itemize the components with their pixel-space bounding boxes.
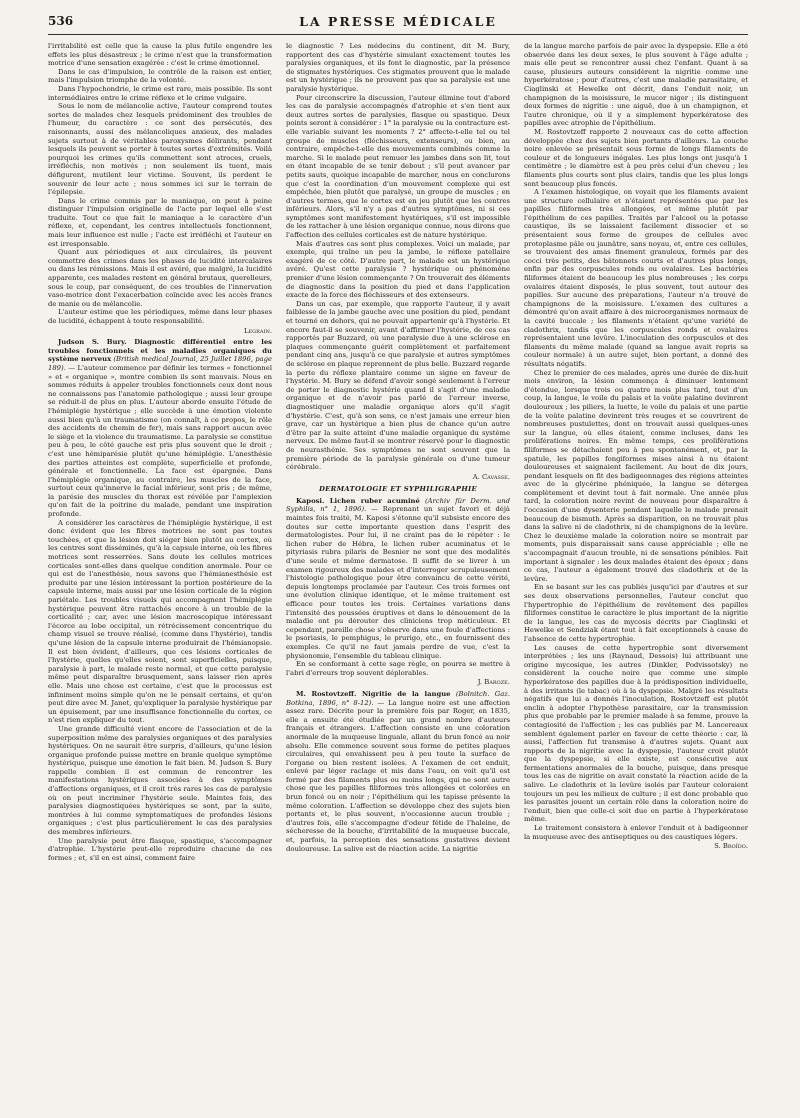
- author-signature: Legrain.: [243, 326, 272, 335]
- author-signature: J. Baroze.: [477, 678, 510, 687]
- article-source: (Archiv für Derm. und Syphilis, n° 1, 1896).: [286, 496, 510, 514]
- section-heading: DERMATOLOGIE ET SYPHILIGRAPHIE: [318, 485, 477, 494]
- paragraph: Sous le nom de mélancolie active, l'auteur comprend toutes sortes de malades chez lesquels prédominent des troubles de l'humeur, du caractère : ce sont des persécutés, des raisonnants, aussi des mélancoliques anxieux, des malades sujets surtout à de véritables paroxysmes délirants, pendant lesquels ils peuvent se porter à toutes sortes d'extrémités. Voilà pourquoi les crimes qu'ils commettent sont atroces, cruels, irréfléchis, non motivés ; non seulement ils tuent, mais défigurent, mutilent leur victime. Souvent, ils perdent le souvenir de leur acte ; nous sommes ici sur le terrain de l'épilepsie.: [48, 102, 272, 197]
- article-heading: Judson S. Bury. Diagnostic différentiel entre les troubles fonctionnels et les maladies organiques du système nerveux: [48, 338, 272, 364]
- author-signature: S. Broïdo.: [714, 842, 748, 851]
- author-signature: A. Cavasse.: [472, 472, 510, 481]
- paragraph: L'auteur estime que les périodiques, même dans leur phases de lucidité, échappent à toute responsabilité.: [48, 308, 272, 325]
- paragraph: Dans l'hypochondrie, le crime est rare, mais possible. Ils sont intermédiaires entre le crime réflexe et le crime vulgaire.: [48, 84, 272, 102]
- article-text: — La langue noire est une affection assez rare. Décrite pour la première fois par Roger, en 1835, elle a ensuite été étudiée par un grand nombre d'auteurs français et étrangers. L'affection consiste en une coloration anormale de la muqueuse linguale, allant du brun foncé au noir absolu. Elle commence souvent sous forme de petites plaques circulaires, qui envahissent peu à peu toute la surface de l'organe ou bien restent isolées. A l'examen de cet enduit, enlevé par léger raclage et mis dans l'eau, on voit qu'il est formé par des filaments plus ou moins longs, qui ne sont autre chose que les papilles filiformes très allongées et colorées en brun foncé ou en noir ; l'épithélium qui les tapisse présente la même coloration. L'affection se développe chez des sujets bien portants et, le plus souvent, n'occasionne aucun trouble ; d'autres fois, elle s'accompagne d'odeur fétide de l'haleine, de sécheresse de la bouche, d'irritabilité de la muqueuse buccale, et, parfois, la perception des sensations gustatives devient douloureuse. La salive est de réaction acide. La nigritie: [286, 698, 510, 853]
- paragraph: Le traitement consistera à enlever l'enduit et à badigeonner la muqueuse avec des antiseptiques ou des caustiques légers.: [524, 824, 748, 841]
- page-number: 536: [48, 14, 74, 28]
- article-paragraph: [286, 497, 510, 660]
- article-paragraph: [286, 690, 510, 853]
- header-rule: [48, 34, 748, 35]
- paragraph: En se conformant à cette sage règle, on pourra se mettre à l'abri d'erreurs trop souvent déplorables.: [286, 660, 510, 677]
- paragraph: Dans le cas d'impulsion, le contrôle de la raison est entier, mais l'impulsion triomphe de la volonté.: [48, 67, 272, 85]
- paragraph: Une paralysie peut être flasque, spastique, s'accompagner d'atrophie. L'hystérie peut-elle reproduire chacune de ces formes ; et, s'il en est ainsi, comment faire: [48, 836, 272, 862]
- journal-title: LA PRESSE MÉDICALE: [299, 14, 497, 29]
- page-header: [48, 14, 748, 36]
- paragraph: En se basant sur les cas publiés jusqu'ici par d'autres et sur ses deux observations personnelles, l'auteur conclut que l'hypertrophie de l'épithélium de revêtement des papilles filiformes constitue le caractère le plus important de la nigritie de la langue, les cas de mycosis décrits par Ciaglinski et Hewelke et Sendziak étant tout à fait exceptionnels à cause de l'absence de cette hypertrophie.: [524, 583, 748, 643]
- paragraph: le diagnostic ? Les médecins du continent, dit M. Bury, rapportent des cas d'hystérie simulant exactement toutes les paralysies organiques, et ils font le diagnostic, par la présence de stigmates hystériques. Ces stigmates prouvent que le malade est un hystérique ; ils ne prouvent pas que sa paralysie est une paralysie hystérique.: [286, 42, 510, 93]
- article-source: (Bolnitch. Gaz. Botkina, 1896, n° 8-12).: [286, 689, 510, 707]
- paragraph: de la langue marche parfois de pair avec la dyspepsie. Elle a été observée dans les deux sexes, le plus souvent à l'âge adulte ; mais elle peut se rencontrer aussi chez l'enfant. Quant à sa cause, plusieurs auteurs considèrent la nigritie comme une hyperkératose ; pour d'autres, c'est une maladie parasitaire, et Ciaglinski et Hewelke ont décrit, dans l'enduit noir, un champignon de la moisissure, le mucor niger ; ils distinguent deux formes de nigritie : une aiguë, due à un champignon, et l'autre chronique, où il y a simplement hyperkératose des papilles avec atrophie de l'épithélium.: [524, 42, 748, 128]
- paragraph: Les causes de cette hypertrophie sont diversement interprétées ; les uns (Raynaud, Dessois) lui attribuant une origine mycosique, les autres (Dinkler, Podvissotsky) ne considèrent la couche noire que comme une simple hyperkératose des papilles due à la prédisposition individuelle, à des irritants (le tabac) où à la dyspepsie. Malgré les résultats négatifs que lui a donnés l'inoculation, Rostovtzeff est plutôt enclin à adopter l'hypothèse parasitaire, car la transmission plus que probable par le premier malade à sa femme, prouve la contagiosité de l'affection ; les cas publiés par M. Lancereaux semblent également parler en faveur de cette théorie : car, là aussi, l'affection fut transmise à d'autres sujets. Quant aux rapports de la nigritie avec la dyspepsie, l'auteur croit plutôt que la dyspepsie, si elle existe, est consécutive aux fermentations anormales de la bouche, puisque, dans presque tous les cas de nigritie on avait constaté la réaction acide de la salive. Le cladothrix et la levûre isolés par l'auteur coloraient toujours un peu les milieux de culture ; il est donc probable que les parasites jouent un certain rôle dans la coloration noire de l'enduit, bien que celle-ci soit due en partie à l'hyperkératose même.: [524, 643, 748, 824]
- paragraph: Chez le premier de ces malades, après une durée de dix-huit mois environ, la lésion commença à diminuer lentement d'étendue, lorsque trois ou quatre mois plus tard, tout d'un coup, la langue, le voile du palais et la voûte palatine devinrent douloureux ; les piliers, la luette, le voile du palais et une partie de la voûte palatine devinrent très rouges et se couvrirent de nombreuses pustulettes, dont on trouvait aussi quelques-unes sur la langue, où elles étaient, comme incluses, dans les proliférations noires. En même temps, ces proliférations filiformes se détachaient peu à peu spontanément, et, par la spatule, les papilles fongiformes mises ainsi à nu étaient douloureuses et saignaient facilement. Au bout de dix jours, pendant lesquels on fit des badigeonnages des régions atteintes avec de la glycérine phéniquée, la langue se détergea complètement et devint tout à fait normale. Une année plus tard, la coloration noire revint de nouveau pour disparaître à l'occasion d'une dysenterie pendant laquelle le malade prenait beaucoup de bismuth. Après sa disparition, on ne trouvait plus dans la salive ni de cladothrix, ni de champignons de la levûre. Chez le deuxième malade la coloration noire se montrait par moments, puis disparaissait sans cause appréciable ; elle ne s'accompagnait d'aucun trouble, ni de sensations pénibles. Fait important à signaler : les deux malades étaient des époux ; dans ce cas, l'auteur a également trouvé des cladothrix et de la levûre.: [524, 368, 748, 583]
- article-paragraph: [48, 338, 272, 518]
- article-heading: M. Rostovtzeff. Nigritie de la langue: [296, 689, 451, 698]
- column-right: [524, 42, 748, 1106]
- paragraph: M. Rostovtzeff rapporte 2 nouveaux cas de cette affection développée chez des sujets bien portants d'ailleurs. La couche noire enlevée se présentait sous forme de longs filaments de couleur et de longueurs inégales. Les plus longs ont jusqu'à 1 centimètre ; le diamètre est à peu près celui d'un cheveu ; les filaments plus courts sont plus clairs, tandis que les plus longs sont beaucoup plus foncés.: [524, 127, 748, 188]
- paragraph: Dans le crime commis par le maniaque, on peut à peine distinguer l'impulsion originelle de l'acte par lequel elle s'est traduite. Tout ce que fait le maniaque a le caractère d'un réflexe, et, cependant, les centres intellectuels fonctionnent, mais leur influence est nulle ; l'acte est irréfléchi et l'auteur en est irresponsable.: [48, 196, 272, 248]
- paragraph: A considérer les caractères de l'hémiplégie hystérique, il est donc évident que les fibres motrices ne sont pas toutes touchées, et que la lésion doit siéger bien plutôt au cortex, où les centres sont disséminés, qu'à la capsule interne, où les fibres motrices sont resserrées. Sans doute les cellules motrices corticales sont-elles dans quelque condition anormale. Pour ce qui est de l'anesthésie, nous savons que l'hémianesthésie est produite par une lésion intéressant la portion postérieure de la capsule interne, mais aussi par une lésion corticale de la région pariétale. Les troubles visuels qui accompagnent l'hémiplégie hystérique peuvent être rattachés encore à un trouble de la corticalité ; car, avec une lésion macroscopique intéressant l'écorce au lobe occipital, un rétrécissement concentrique du champ visuel se trouve réalisé, (comme dans l'hystérie), tandis qu'une lésion de la capsule interne produirait de l'hémianopsie. Il est bien évident, d'ailleurs, que ces lésions corticales de l'hystérie, quelles qu'elles soient, sont superficielles, puisque, paralysie à part, le malade reste normal, et que cette paralysie même peut disparaître brusquement, sans laisser rien après elle. Mais une chose est certaine, c'est que le processus est infiniment moins simple qu'on ne le pensait certains, et qu'on peut dire avec M. Janet, qu'expliquer la paralysie hystérique par un épuisement, par une insuffisance fonctionnelle du cortex, ce n'est rien expliquer du tout.: [48, 518, 272, 725]
- article-source: (British medical Journal, 25 Juillet 1896, page 189).: [48, 355, 272, 372]
- column-left: [48, 42, 272, 1106]
- paragraph: A l'examen histologique, on voyait que les filaments avaient une structure cellulaire et n'étaient représentés que par les papilles filiformes très allongées, et même plutôt par l'épithélium de ces papilles. Traités par l'alcool ou la potasse caustique, ils se laissaient facilement dissocier et se présentaient sous forme de groupes de cellules avec protoplasme pâle ou jaunâtre, sans noyau, et, entre ces cellules, se trouvaient des amas finement granuleux, formés par des cocci très petits, des bâtonnets courts et d'autres plus longs, enfin par des corpuscules ronds ou ovalaires. Les bactéries filiformes étaient de beaucoup les plus nombreuses ; les corps ovalaires étaient disposés, le plus souvent, tout autour des papilles. Sur aucune des préparations, l'auteur n'a trouvé de champignons de la moisissure. L'examen des cultures a démontré qu'on avait affaire à des microorganismes normaux de la cavité buccale ; les filaments n'étaient qu'une variété de cladothrix, tandis que les corpuscules ronds et ovalaires représentaient une levûre. L'inoculation des corpuscules et des filaments du même malade (quand sa langue avait repris sa couleur normale) à un autre sujet, bien portant, a donné des résultats négatifs.: [524, 188, 748, 368]
- article-text: — L'auteur commence par définir les termes « fonctionnel » et « organique », montre combien ils sont mauvais. Nous en sommes réduits à appeler troubles fonctionnels ceux dont nous ne connaissons pas l'anatomie pathologique ; aussi leur groupe se réduit-il de plus en plus. L'auteur aborde ensuite l'étude de l'hémiplégie hystérique ; elle succède à une émotion violente aussi bien qu'à un traumatisme (on connaît, à ce propos, le rôle des accidents de chemin de fer), mais sans rapport aucun avec le siège et la violence du traumatisme. La paralysie se constitue peu à peu, le côté gauche est pris plus souvent que le droit ; c'est une hémiparésie plutôt qu'une hémiplégie. L'anesthésie des parties atteintes est complète, superficielle et profonde, générale et fonctionnelle. La face est épargnée. Dans l'hémiplégie organique, au contraire, les muscles de la face, surtout ceux qu'innerve le facial inférieur, sont pris ; de même, la parésie des muscles du thorax est révélée par l'amplexion qu'on fait de la poitrine du malade, pendant une inspiration profonde.: [48, 363, 272, 519]
- text-columns: [48, 42, 748, 1106]
- paragraph: Une grande difficulté vient encore de l'association et de la superposition même des paralysies organiques et des paralysies hystériques. On ne saurait être surpris, d'ailleurs, qu'une lésion organique profonde puisse mettre en branle quelque symptôme hystérique, puisque une émotion le fait bien. M. Judson S. Bury rappelle combien il est commun de rencontrer les manifestations hystériques associées à des symptômes d'affections organiques, et il croit très rares les cas de paralysie où on peut incriminer l'hystérie seule. Maintes fois, des paralysies diagnostiquées hystériques se sont, par la suite, montrées à lui comme symptomatiques de profondes lésions organiques ; c'est plus particulièrement le cas des paralysies des membres inférieurs.: [48, 724, 272, 837]
- column-middle: [286, 42, 510, 1106]
- paragraph: Mais d'autres cas sont plus complexes. Voici un malade, par exemple, qui traîne un peu la jambe, le réflexe patellaire exagéré de ce côté. D'autre part, le malade est un hystérique avéré. Qu'est cette paralysie ? hystérique ou phénomène premier d'une lésion commençante ? On trouverait des éléments de diagnostic dans la position du pied et dans l'application exacte de la force des fléchisseurs et des extenseurs.: [286, 239, 510, 300]
- paragraph: Pour circonscrire la discussion, l'auteur élimine tout d'abord les cas de paralysie accompagnés d'atrophie et s'en tient aux deux autres sortes de paralysies, flasque ou spastique. Deux points seront à considérer : 1° la paralysie ou la contracture est-elle variable suivant les moments ? 2° affecte-t-elle tel ou tel groupe de muscles (fléchisseurs, extenseurs), ou bien, au contraire, empêche-t-elle des mouvements combinés comme la marche. Si le malade peut remuer les jambes dans son lit, tout en étant incapable de se tenir debout ; s'il peut avancer par petits sauts, quoique incapable de marcher, nous en conclurons que c'est la coordination d'un mouvement complexe qui est empêchée, bien plutôt que paralysé, un groupe de muscles ; en d'autres termes, que le cortex est en jeu plutôt que les centres inférieurs. Alors, s'il n'y a pas d'autres symptômes, ni si ces symptômes sont manifestement hystériques, s'il est impossible de les rattacher à une lésion organique connue, nous dirons que l'affection des cellules corticales est de nature hystérique.: [286, 93, 510, 240]
- paragraph: Quant aux périodiques et aux circulaires, ils peuvent commettre des crimes dans les phases de lucidité intercalaires ou dans les rémissions. Mais il est avéré, que malgré, la lucidité apparente, ces malades restent en général brutaux, querelleurs, sous le coup, par conséquent, de ces troubles de l'innervation vaso-motrice dont l'exacerbation coïncide avec les accès francs de manie ou de mélancolie.: [48, 248, 272, 308]
- paragraph: Dans un cas, par exemple, que rapporte l'auteur, il y avait faiblesse de la jambe gauche avec une position du pied, pendant et tourné en dehors, qui ne pouvait appartenir qu'à l'hystérie. Et encore faut-il se souvenir, avant d'affirmer l'hystérie, de ces cas rapportés par Buzzard, où une paralysie due à une sclérose en plaques commençante guérit complètement et parfaitement pendant cinq ans, jusqu'à ce que paralysie et autres symptômes de sclérose en plaque reprennent de plus belle. Buzzard regarde la perte du réflexe plantaire comme un signe en faveur de l'hystérie. M. Bury se défend d'avoir songé seulement à l'erreur de porter le diagnostic hystérie quand il s'agit d'une maladie organique et de n'avoir pas parlé de l'erreur inverse, diagnostiquer une maladie organique alors qu'il s'agit d'hystérie. C'est, qu'à son sens, ce n'est jamais une erreur bien grave, car un hystérique a bien plus de chance qu'un autre d'être par la suite atteint d'une maladie organique du système nerveux. De même faut-il se montrer réservé pour le diagnostic de neurasthénie. Ses symptômes ne sont souvent que la première période de la paralysie générale ou d'une tumeur cérébrale.: [286, 299, 510, 472]
- article-text: — Reprenant un sujet favori et déjà maintes fois traité, M. Kaposi s'étonne qu'il subsiste encore des doutes sur cette importante question dans l'esprit des dermatologistes. Pour lui, il ne craint pas de le répéter : le lichen ruber de Hébra, le lichen ruber acuminatus et le pityriasis rubra pilaris de Besnier ne sont que des modalités d'une seule et même dermatose. Il suffit de se livrer à un examen rigoureux des malades et d'interroger scrupuleusement l'histologie pathologique pour être convaincu de cette vérité, depuis longtemps proclamée par l'auteur. Ces trois formes ont une évolution clinique identique, et le même traitement est efficace pour toutes les trois. Certaines variations dans l'intensité des poussées éruptives et dans le dénouement de la maladie ont pu dérouter des cliniciens trop méticuleux. Et cependant, pareille chose s'observe dans une foule d'affections : le psoriasis, le pemphigus, le prurigo, etc., en fournissent des exemples. Ce qu'il ne faut jamais perdre de vue, c'est la physionomie, l'ensemble du tableau clinique.: [286, 505, 510, 660]
- paragraph: l'irritabilité est celle que la cause la plus futile engendre les effets les plus désastreux ; le crime n'est que la transformation motrice d'une sensation exagérée : c'est le crime émotionnel.: [48, 42, 272, 68]
- article-heading: Kaposi. Lichen ruber acuminé: [296, 496, 420, 505]
